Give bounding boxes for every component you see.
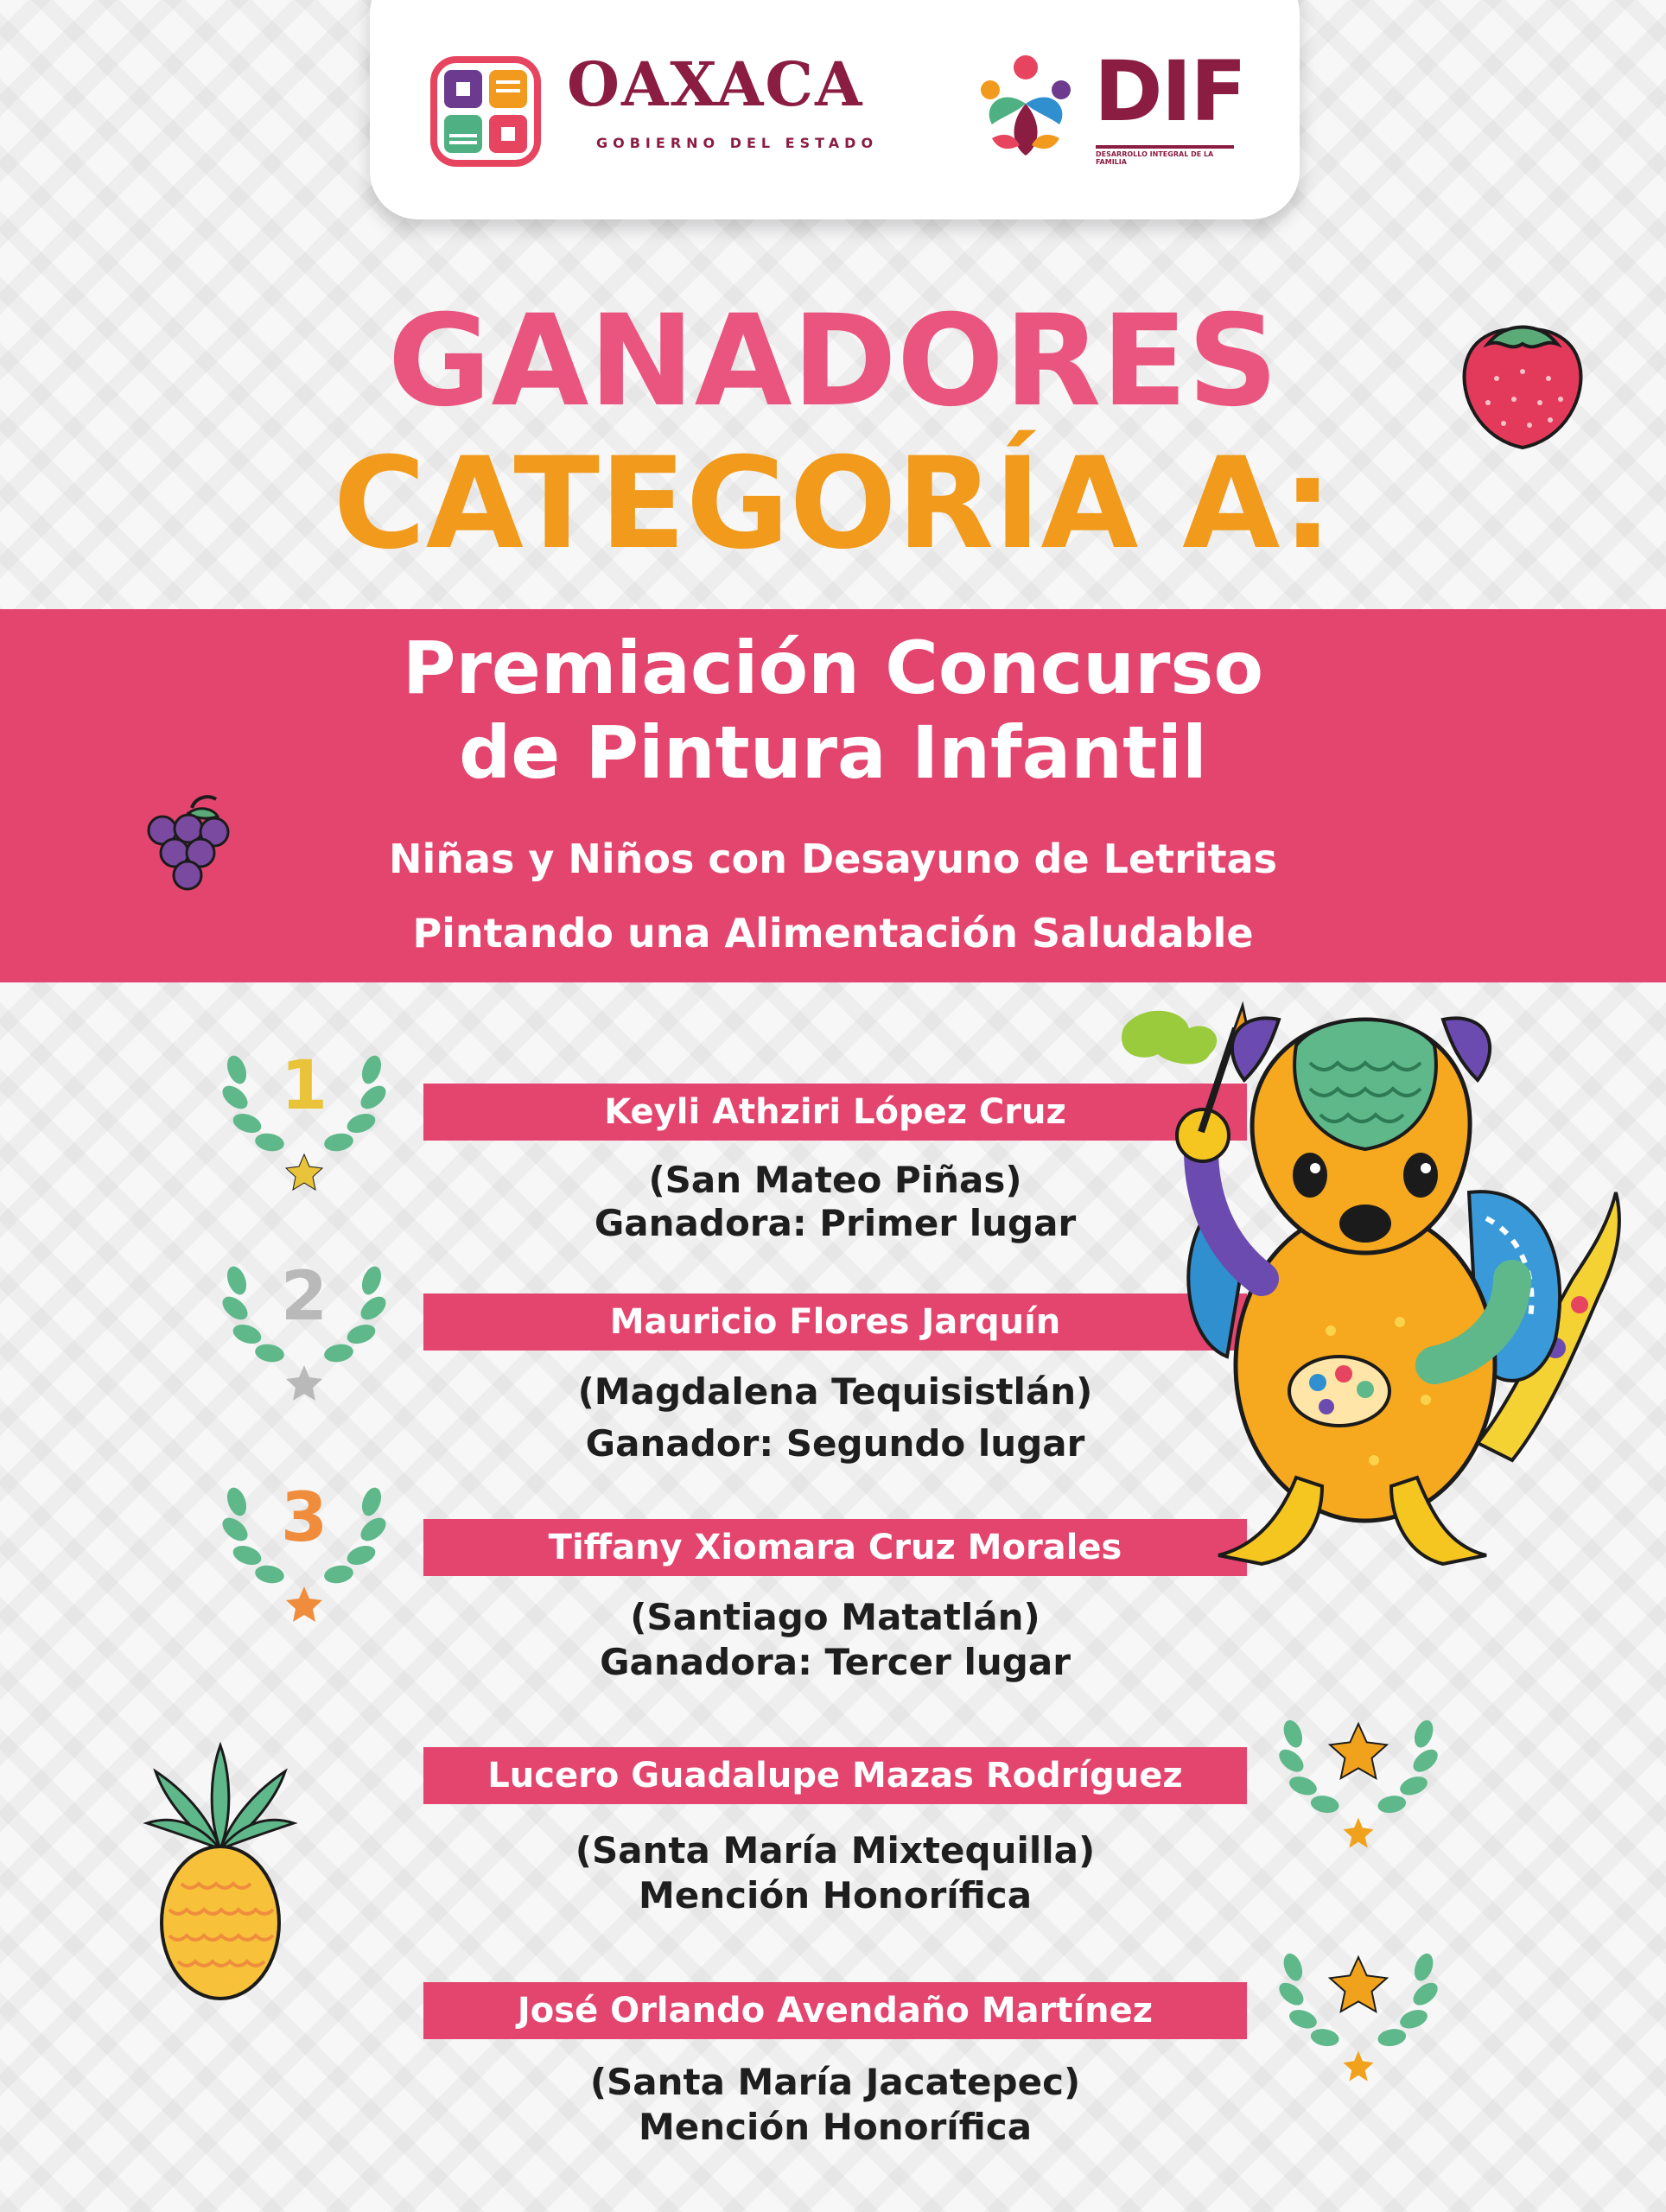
place-number: 3 [280,1479,328,1557]
title-ganadores: GANADORES [387,288,1279,435]
laurel-wreath-icon [1275,1707,1442,1853]
banner-subtitle-line1: Niñas y Niños con Desayuno de Letritas [388,836,1278,882]
dif-logo-subtitle: DESARROLLO INTEGRAL DE LA FAMILIA [1096,150,1214,166]
oaxaca-logo-name: OAXACA [567,48,864,120]
oaxaca-emblem-icon [430,56,541,167]
winner-award: Ganador: Segundo lugar [585,1422,1085,1465]
oaxaca-logo-subtitle: GOBIERNO DEL ESTADO [596,135,879,151]
contest-banner [0,609,1666,982]
winner-name-bar: Keyli Athziri López Cruz [423,1084,1247,1141]
armadillo-mascot-icon [1106,994,1642,1581]
mention-town: (Santa María Jacatepec) [589,2061,1081,2103]
place-number: 1 [280,1047,328,1125]
dif-logo-rule [1096,145,1234,149]
banner-title-line2: de Pintura Infantil [459,710,1207,795]
pineapple-icon [138,1737,302,2005]
winner-town: (Magdalena Tequisistlán) [577,1370,1093,1413]
strawberry-icon [1453,309,1592,456]
winner-award: Ganadora: Tercer lugar [600,1641,1071,1683]
winner-town: (Santiago Matatlán) [630,1596,1040,1638]
laurel-wreath-icon [1275,1940,1442,2087]
winner-town: (San Mateo Piñas) [648,1159,1022,1201]
grapes-icon [140,791,235,899]
mention-name-bar: José Orlando Avendaño Martínez [423,1982,1247,2039]
winner-award: Ganadora: Primer lugar [594,1202,1077,1244]
mention-award: Mención Honorífica [638,2106,1033,2148]
winner-name-bar: Mauricio Flores Jarquín [423,1294,1247,1351]
title-categoria: CATEGORÍA A: [333,430,1333,577]
dif-logo-name: DIF [1094,43,1245,140]
mention-name-bar: Lucero Guadalupe Mazas Rodríguez [423,1747,1247,1804]
winner-name-bar: Tiffany Xiomara Cruz Morales [423,1519,1247,1576]
header-logos-card [370,0,1300,219]
place-number: 2 [280,1258,328,1336]
banner-title-line1: Premiación Concurso [402,626,1264,710]
mention-award: Mención Honorífica [638,1874,1033,1916]
mention-town: (Santa María Mixtequilla) [575,1829,1096,1872]
banner-subtitle-line2: Pintando una Alimentación Saludable [412,910,1254,957]
dif-flower-icon [966,52,1085,164]
